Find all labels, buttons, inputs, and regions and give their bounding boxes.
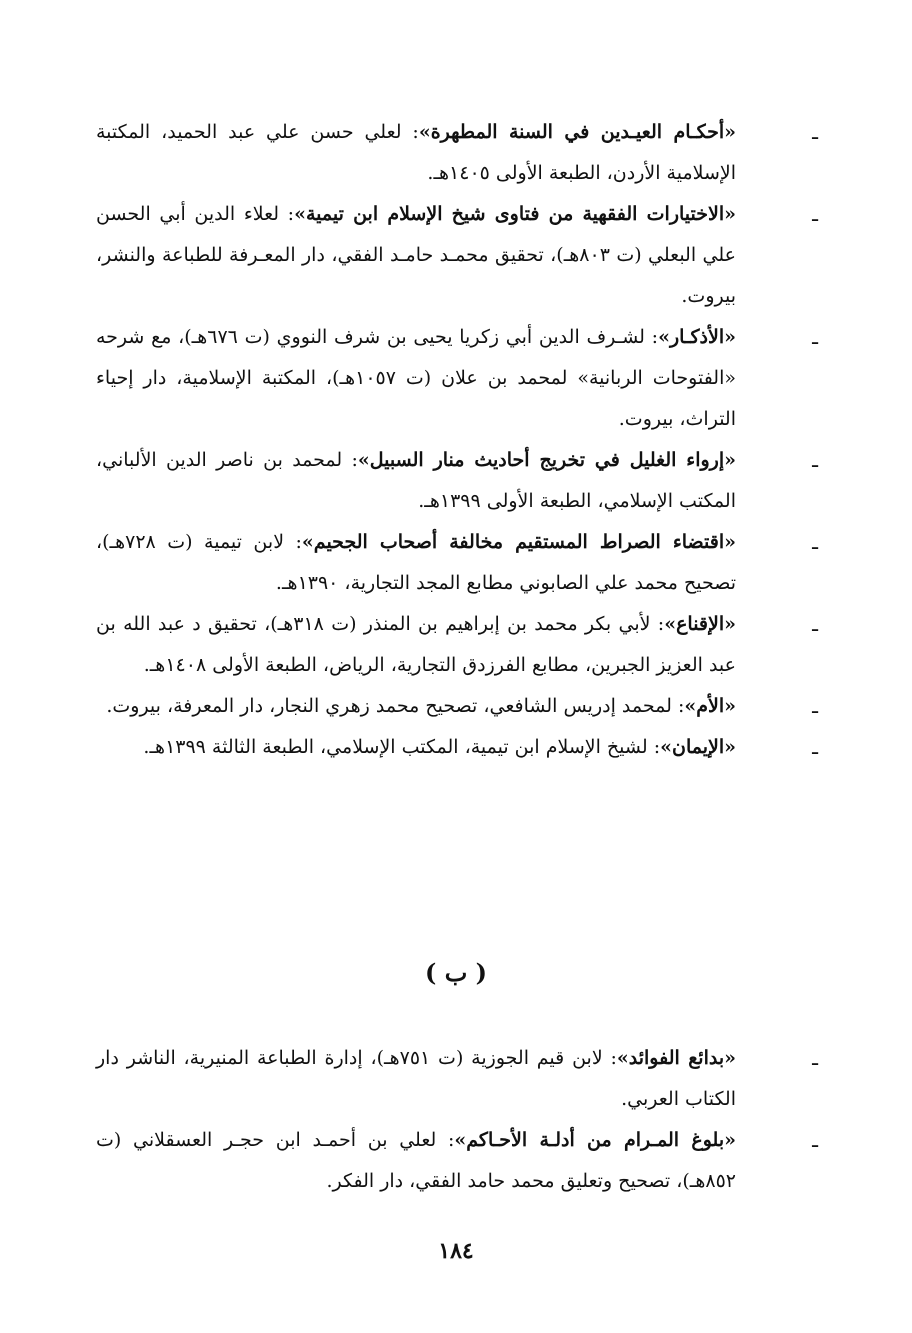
entry-details: : لابن تيمية (ت ٧٢٨هـ)، تصحيح محمد علي الصابوني مطابع المجد التجارية، ١٣٩٠هـ.: [96, 531, 736, 594]
entry-title: «الأم»: [684, 695, 736, 717]
bibliography-section-alef: [96, 112, 826, 768]
entry-title: «الاختيارات الفقهية من فتاوى شيخ الإسلام ابن تيمية»: [294, 203, 736, 225]
entry-dash: ـ: [812, 735, 818, 759]
entry-details: : لابن قيم الجوزية (ت ٧٥١هـ)، إدارة الطباعة المنيرية، الناشر دار الكتاب العربي.: [96, 1047, 736, 1110]
entry-dash: ـ: [812, 612, 818, 636]
bibliography-entry: [96, 522, 826, 604]
bibliography-section-ba: [96, 1038, 826, 1202]
entry-title: «إرواء الغليل في تخريج أحاديث منار السبيل»: [357, 449, 737, 471]
bibliography-entry: [96, 194, 826, 317]
entry-title: «اقتضاء الصراط المستقيم مخالفة أصحاب الجحيم»: [301, 531, 737, 553]
entry-title: «بلوغ المـرام من أدلـة الأحـاكم»: [454, 1129, 736, 1151]
section-heading: ( ب ): [424, 958, 487, 987]
bibliography-entry: [96, 1038, 826, 1120]
entry-dash: ـ: [812, 530, 818, 554]
entry-title: «الإيمان»: [660, 736, 736, 758]
page-number: ١٨٤: [438, 1238, 474, 1264]
entry-details: : لعلاء الدين أبي الحسن علي البعلي (ت ٨٠٣هـ)، تحقيق محمـد حامـد الفقي، دار المعـرفة للطباعة والنشر، بيروت.: [96, 203, 736, 307]
bibliography-entry: [96, 1120, 826, 1202]
entry-dash: ـ: [812, 1128, 818, 1152]
bibliography-entry: [96, 686, 826, 727]
bibliography-entry: [96, 317, 826, 440]
entry-details: : لشـرف الدين أبي زكريا يحيى بن شرف النووي (ت ٦٧٦هـ)، مع شرحه «الفتوحات الربانية» لمحمد بن علان (ت ١٠٥٧هـ)، المكتبة الإسلامية، دار إحياء التراث، بيروت.: [96, 326, 737, 430]
entry-dash: ـ: [812, 1046, 818, 1070]
entry-dash: ـ: [812, 120, 818, 144]
entry-details: : لمحمد إدريس الشافعي، تصحيح محمد زهري النجار، دار المعرفة، بيروت.: [106, 695, 685, 717]
entry-details: : لعلي حسن علي عبد الحميد، المكتبة الإسلامية الأردن، الطبعة الأولى ١٤٠٥هـ.: [96, 121, 736, 184]
entry-details: : لأبي بكر محمد بن إبراهيم بن المنذر (ت ٣١٨هـ)، تحقيق د عبد الله بن عبد العزيز الجبرين، مطابع الفرزدق التجارية، الرياض، الطبعة الأولى ١٤٠٨هـ.: [96, 613, 736, 676]
entry-title: «الأذكـار»: [658, 326, 736, 348]
entry-dash: ـ: [812, 694, 818, 718]
entry-dash: ـ: [812, 325, 818, 349]
entry-details: : لعلي بن أحمـد ابن حجـر العسقلاني (ت ٨٥٢هـ)، تصحيح وتعليق محمد حامد الفقي، دار الفكر.: [96, 1129, 736, 1192]
bibliography-entry: [96, 727, 826, 768]
bibliography-entry: [96, 604, 826, 686]
bibliography-entry: [96, 112, 826, 194]
entry-dash: ـ: [812, 448, 818, 472]
bibliography-entry: [96, 440, 826, 522]
entry-details: : لشيخ الإسلام ابن تيمية، المكتب الإسلامي، الطبعة الثالثة ١٣٩٩هـ.: [143, 736, 661, 758]
entry-dash: ـ: [812, 202, 818, 226]
entry-title: «أحكـام العيـدين في السنة المطهرة»: [418, 121, 736, 143]
entry-title: «الإقناع»: [664, 613, 736, 635]
entry-title: «بدائع الفوائد»: [616, 1047, 737, 1069]
entry-details: : لمحمد بن ناصر الدين الألباني، المكتب الإسلامي، الطبعة الأولى ١٣٩٩هـ.: [96, 449, 736, 512]
